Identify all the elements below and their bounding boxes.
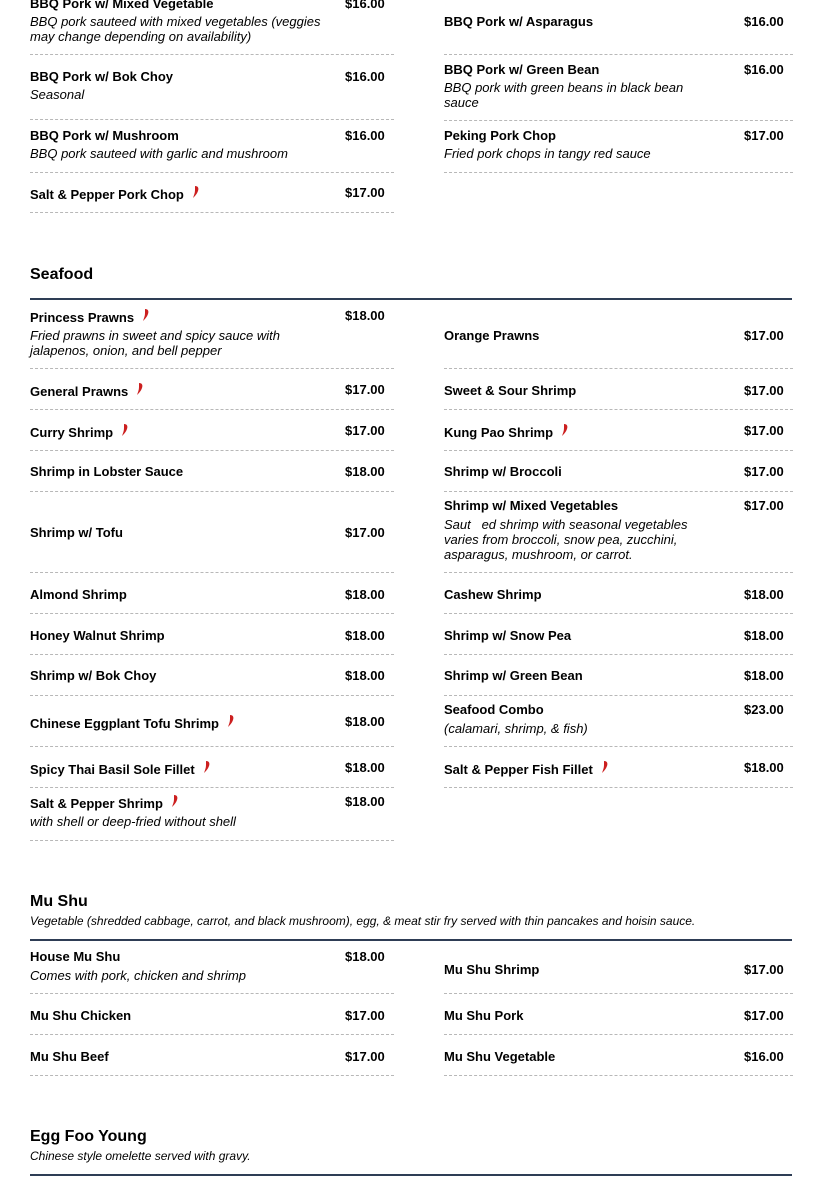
menu-item [30, 410, 394, 451]
menu-item [444, 655, 793, 696]
menu-item [30, 614, 394, 655]
menu-item [444, 696, 793, 747]
item-name: BBQ Pork w/ Green Bean [444, 62, 600, 77]
section-description: Chinese style omelette served with gravy. [30, 1149, 251, 1163]
menu-item [30, 573, 394, 614]
item-name: Shrimp in Lobster Sauce [30, 464, 184, 479]
item-price: $16.00 [744, 1049, 784, 1064]
item-name: Almond Shrimp [30, 587, 127, 602]
item-name: Orange Prawns [444, 328, 540, 343]
item-name: Shrimp w/ Green Bean [444, 668, 583, 683]
item-price: $18.00 [345, 628, 385, 643]
item-description: BBQ pork sauteed with garlic and mushroom [30, 146, 288, 161]
menu-item [30, 301, 394, 369]
menu-item [444, 747, 793, 788]
item-price: $17.00 [345, 1049, 385, 1064]
menu-item [30, 55, 394, 120]
menu-item [444, 614, 793, 655]
item-description: (calamari, shrimp, & fish) [444, 721, 588, 736]
chili-pepper-icon [172, 795, 178, 807]
item-price: $18.00 [744, 668, 784, 683]
item-name: Cashew Shrimp [444, 587, 542, 602]
item-price: $18.00 [744, 628, 784, 643]
item-name: Shrimp w/ Tofu [30, 525, 123, 540]
item-price: $16.00 [345, 0, 385, 11]
item-price: $17.00 [345, 423, 385, 438]
item-price: $18.00 [345, 794, 385, 809]
menu-item [30, 994, 394, 1035]
item-name: Spicy Thai Basil Sole Fillet [30, 761, 210, 777]
item-price: $18.00 [345, 668, 385, 683]
item-name: BBQ Pork w/ Mushroom [30, 128, 179, 143]
item-price: $17.00 [744, 498, 784, 513]
menu-item [30, 369, 394, 410]
chili-pepper-icon [562, 424, 568, 436]
item-price: $18.00 [345, 308, 385, 323]
section-divider [30, 298, 792, 300]
item-price: $17.00 [345, 382, 385, 397]
item-price: $17.00 [744, 383, 784, 398]
section-title: Seafood [30, 266, 94, 283]
item-price: $16.00 [345, 69, 385, 84]
section-description: Vegetable (shredded cabbage, carrot, and black mushroom), egg, & meat stir fry served with thin pancakes and hoisin sauce. [30, 914, 696, 928]
item-description: Fried prawns in sweet and spicy sauce with jalapenos, onion, and bell pepper [30, 328, 281, 358]
menu-item [444, 492, 793, 573]
item-name: Sweet & Sour Shrimp [444, 383, 577, 398]
item-name: Honey Walnut Shrimp [30, 628, 165, 643]
item-name: Shrimp w/ Snow Pea [444, 628, 572, 643]
chili-pepper-icon [193, 186, 199, 198]
item-name: General Prawns [30, 383, 143, 399]
item-price: $17.00 [744, 464, 784, 479]
chili-pepper-icon [137, 383, 143, 395]
section-divider [30, 1174, 792, 1176]
menu-item [444, 451, 793, 492]
item-name: Peking Pork Chop [444, 128, 556, 143]
chili-pepper-icon [204, 761, 210, 773]
menu-item [30, 942, 394, 994]
menu-item [30, 451, 394, 492]
chili-pepper-icon [602, 761, 608, 773]
item-name: Mu Shu Pork [444, 1008, 524, 1023]
menu-item [30, 655, 394, 696]
menu-item [444, 1035, 793, 1076]
menu-item [30, 173, 394, 213]
item-price: $18.00 [345, 760, 385, 775]
item-name: Mu Shu Beef [30, 1049, 109, 1064]
item-price: $17.00 [744, 423, 784, 438]
item-price: $17.00 [345, 185, 385, 200]
item-price: $16.00 [744, 62, 784, 77]
menu-item [30, 1035, 394, 1076]
item-name: Mu Shu Chicken [30, 1008, 132, 1023]
item-price: $23.00 [744, 702, 784, 717]
item-name: Mu Shu Shrimp [444, 962, 540, 977]
menu-item [444, 942, 793, 994]
item-description: BBQ pork sauteed with mixed vegetables (veggies may change depending on availability) [30, 14, 321, 44]
item-price: $17.00 [744, 1008, 784, 1023]
menu-item [444, 410, 793, 451]
item-name: Kung Pao Shrimp [444, 424, 568, 440]
item-price: $17.00 [744, 328, 784, 343]
chili-pepper-icon [122, 424, 128, 436]
menu-item [444, 369, 793, 410]
item-description: with shell or deep-fried without shell [30, 814, 236, 829]
chili-pepper-icon [228, 715, 234, 727]
item-price: $16.00 [744, 14, 784, 29]
menu-item [30, 747, 394, 788]
item-price: $17.00 [345, 1008, 385, 1023]
item-price: $17.00 [345, 525, 385, 540]
menu-item [444, 301, 793, 369]
item-price: $16.00 [345, 128, 385, 143]
item-name: Curry Shrimp [30, 424, 128, 440]
item-price: $18.00 [345, 949, 385, 964]
item-price: $18.00 [744, 587, 784, 602]
item-name: Shrimp w/ Broccoli [444, 464, 562, 479]
item-name: Chinese Eggplant Tofu Shrimp [30, 715, 234, 731]
item-price: $18.00 [345, 587, 385, 602]
item-name: BBQ Pork w/ Mixed Vegetable [30, 0, 214, 11]
item-name: Mu Shu Vegetable [444, 1049, 556, 1064]
item-name: Salt & Pepper Fish Fillet [444, 761, 608, 777]
item-price: $18.00 [744, 760, 784, 775]
item-description: Comes with pork, chicken and shrimp [30, 968, 247, 983]
item-name: Salt & Pepper Shrimp [30, 795, 178, 811]
item-price: $17.00 [744, 128, 784, 143]
menu-item [444, 573, 793, 614]
section-divider [30, 939, 792, 941]
chili-pepper-icon [143, 309, 149, 321]
menu-item [30, 696, 394, 747]
menu-item [30, 120, 394, 173]
item-description: BBQ pork with green beans in black bean sauce [444, 80, 684, 110]
item-description: Saut ed shrimp with seasonal vegetables varies from broccoli, snow pea, zucchini, asparagus, mushroom, or carrot. [444, 517, 692, 562]
item-name: Shrimp w/ Mixed Vegetables [444, 498, 619, 513]
item-name: BBQ Pork w/ Bok Choy [30, 69, 174, 84]
menu-item [444, 55, 793, 121]
section-title: Egg Foo Young [30, 1128, 147, 1145]
item-name: Seafood Combo [444, 702, 544, 717]
menu-item [30, 492, 394, 573]
item-price: $17.00 [744, 962, 784, 977]
item-description: Seasonal [30, 87, 85, 102]
item-price: $18.00 [345, 464, 385, 479]
item-name: BBQ Pork w/ Asparagus [444, 14, 594, 29]
item-description: Fried pork chops in tangy red sauce [444, 146, 651, 161]
menu-item [444, 121, 793, 173]
menu-item [444, 994, 793, 1035]
menu-item [30, 788, 394, 841]
item-name: Salt & Pepper Pork Chop [30, 186, 199, 202]
menu-item [30, 0, 394, 55]
section-title: Mu Shu [30, 893, 88, 910]
item-name: Princess Prawns [30, 309, 149, 325]
menu-item [444, 0, 793, 55]
item-price: $18.00 [345, 714, 385, 729]
item-name: Shrimp w/ Bok Choy [30, 668, 157, 683]
item-name: House Mu Shu [30, 949, 121, 964]
